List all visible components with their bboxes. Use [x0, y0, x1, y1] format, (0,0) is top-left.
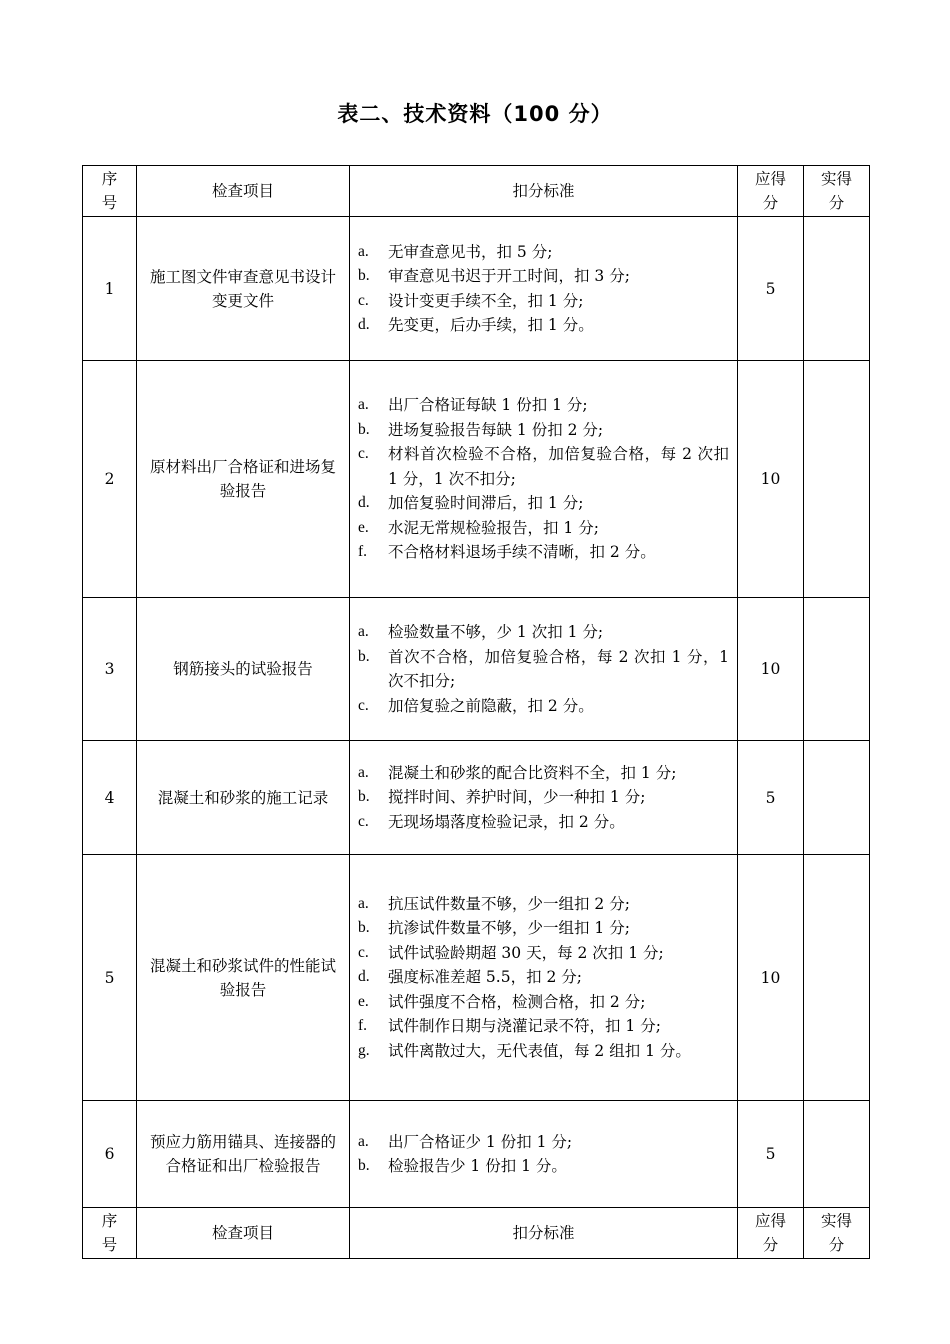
header-item: 检查项目 [137, 166, 350, 217]
row-check-item: 预应力筋用锚具、连接器的合格证和出厂检验报告 [137, 1101, 350, 1208]
criteria-item [358, 442, 729, 491]
header-row [83, 166, 870, 217]
criteria-marker: c. [358, 291, 369, 309]
criteria-text: 试件制作日期与浇灌记录不符，扣 1 分; [388, 1017, 661, 1036]
criteria-list [358, 620, 729, 718]
criteria-item [358, 941, 729, 966]
footer-seq: 序号 [83, 1208, 137, 1259]
criteria-item [358, 264, 729, 289]
criteria-marker: e. [358, 518, 369, 536]
footer-due-score: 应得分 [738, 1208, 804, 1259]
row-criteria [350, 855, 738, 1101]
criteria-text: 检验数量不够，少 1 次扣 1 分; [388, 623, 604, 641]
criteria-list [358, 393, 729, 565]
row-seq: 1 [83, 217, 137, 361]
table-row [83, 217, 870, 361]
criteria-marker: b. [358, 647, 370, 665]
row-criteria [350, 741, 738, 855]
row-check-item: 钢筋接头的试验报告 [137, 598, 350, 741]
criteria-list [358, 1130, 729, 1179]
criteria-marker: c. [358, 943, 369, 961]
criteria-text: 检验报告少 1 份扣 1 分。 [388, 1157, 567, 1175]
criteria-text: 搅拌时间、养护时间，少一种扣 1 分; [388, 788, 646, 807]
row-check-item: 原材料出厂合格证和进场复验报告 [137, 361, 350, 598]
row-seq: 2 [83, 361, 137, 598]
criteria-list [358, 761, 729, 835]
row-actual-score[interactable] [804, 741, 870, 855]
header-criteria: 扣分标准 [350, 166, 738, 217]
criteria-text: 出厂合格证少 1 份扣 1 分; [388, 1132, 573, 1151]
row-criteria [350, 1101, 738, 1208]
criteria-item [358, 892, 729, 917]
criteria-text: 无现场塌落度检验记录，扣 2 分。 [388, 812, 625, 831]
footer-header-row [83, 1208, 870, 1259]
criteria-item [358, 540, 729, 565]
row-due-score: 5 [738, 741, 804, 855]
criteria-list [358, 240, 729, 338]
criteria-item [358, 694, 729, 719]
criteria-item [358, 240, 729, 265]
row-seq: 6 [83, 1101, 137, 1208]
criteria-item [358, 418, 729, 443]
criteria-marker: c. [358, 812, 369, 830]
criteria-text: 强度标准差超 5.5，扣 2 分; [388, 968, 583, 987]
criteria-item [358, 491, 729, 516]
row-due-score: 10 [738, 855, 804, 1101]
criteria-text: 混凝土和砂浆的配合比资料不全，扣 1 分; [388, 763, 677, 782]
criteria-text: 出厂合格证每缺 1 份扣 1 分; [388, 396, 588, 415]
criteria-item [358, 761, 729, 786]
criteria-marker: d. [358, 316, 370, 333]
table-row [83, 361, 870, 598]
criteria-marker: d. [358, 494, 370, 512]
criteria-marker: a. [358, 894, 369, 912]
row-criteria [350, 217, 738, 361]
criteria-text: 进场复验报告每缺 1 份扣 2 分; [388, 420, 604, 439]
criteria-item [358, 1130, 729, 1155]
criteria-marker: a. [358, 242, 369, 260]
criteria-item [358, 620, 729, 645]
criteria-marker: a. [358, 1132, 369, 1150]
criteria-marker: a. [358, 623, 369, 640]
footer-actual-score: 实得分 [804, 1208, 870, 1259]
criteria-text: 材料首次检验不合格，加倍复验合格，每 2 次扣 1 分，1 次不扣分; [388, 445, 729, 488]
criteria-marker: c. [358, 445, 369, 463]
row-actual-score[interactable] [804, 855, 870, 1101]
criteria-marker: f. [358, 543, 368, 561]
row-check-item: 施工图文件审查意见书设计变更文件 [137, 217, 350, 361]
criteria-text: 抗渗试件数量不够，少一组扣 1 分; [388, 919, 630, 938]
footer-criteria: 扣分标准 [350, 1208, 738, 1259]
criteria-text: 无审查意见书，扣 5 分; [388, 242, 553, 261]
criteria-marker: d. [358, 968, 370, 986]
criteria-text: 试件强度不合格，检测合格，扣 2 分; [388, 992, 646, 1011]
criteria-text: 先变更，后办手续，扣 1 分。 [388, 316, 594, 334]
criteria-item [358, 1039, 729, 1064]
criteria-list [358, 892, 729, 1064]
row-due-score: 5 [738, 1101, 804, 1208]
inspection-table [82, 165, 870, 1259]
header-seq: 序号 [83, 166, 137, 217]
row-check-item: 混凝土和砂浆试件的性能试验报告 [137, 855, 350, 1101]
criteria-text: 试件试验龄期超 30 天，每 2 次扣 1 分; [388, 943, 664, 962]
criteria-marker: f. [358, 1017, 368, 1035]
criteria-item [358, 313, 729, 338]
table-row [83, 741, 870, 855]
footer-item: 检查项目 [137, 1208, 350, 1259]
header-due-score: 应得分 [738, 166, 804, 217]
row-due-score: 10 [738, 361, 804, 598]
criteria-item [358, 1014, 729, 1039]
row-due-score: 5 [738, 217, 804, 361]
page-title: 表二、技术资料（100 分） [337, 102, 613, 126]
criteria-marker: g. [358, 1041, 370, 1059]
row-check-item: 混凝土和砂浆的施工记录 [137, 741, 350, 855]
criteria-text: 水泥无常规检验报告，扣 1 分; [388, 518, 599, 537]
criteria-marker: b. [358, 1157, 370, 1174]
header-actual-score: 实得分 [804, 166, 870, 217]
row-criteria [350, 598, 738, 741]
criteria-marker: b. [358, 788, 370, 806]
criteria-text: 首次不合格，加倍复验合格，每 2 次扣 1 分，1 次不扣分; [388, 647, 729, 690]
criteria-marker: e. [358, 992, 369, 1010]
criteria-marker: a. [358, 763, 369, 781]
criteria-item [358, 393, 729, 418]
criteria-marker: b. [358, 420, 370, 438]
criteria-item [358, 645, 729, 694]
row-due-score: 10 [738, 598, 804, 741]
row-actual-score[interactable] [804, 361, 870, 598]
criteria-marker: a. [358, 396, 369, 414]
row-seq: 3 [83, 598, 137, 741]
criteria-text: 不合格材料退场手续不清晰，扣 2 分。 [388, 543, 656, 562]
row-seq: 5 [83, 855, 137, 1101]
criteria-text: 加倍复验时间滞后，扣 1 分; [388, 494, 584, 513]
criteria-marker: c. [358, 696, 369, 714]
criteria-text: 加倍复验之前隐蔽，扣 2 分。 [388, 696, 594, 715]
criteria-text: 试件离散过大，无代表值，每 2 组扣 1 分。 [388, 1041, 691, 1060]
criteria-item [358, 1154, 729, 1179]
criteria-marker: b. [358, 267, 370, 284]
criteria-item [358, 916, 729, 941]
row-actual-score[interactable] [804, 598, 870, 741]
table-row [83, 855, 870, 1101]
criteria-item [358, 810, 729, 835]
row-actual-score[interactable] [804, 217, 870, 361]
table-row [83, 598, 870, 741]
row-criteria [350, 361, 738, 598]
criteria-item [358, 965, 729, 990]
criteria-item [358, 289, 729, 314]
criteria-marker: b. [358, 919, 370, 937]
criteria-item [358, 990, 729, 1015]
criteria-item [358, 516, 729, 541]
criteria-text: 审查意见书迟于开工时间，扣 3 分; [388, 267, 630, 285]
row-seq: 4 [83, 741, 137, 855]
criteria-item [358, 785, 729, 810]
criteria-text: 设计变更手续不全，扣 1 分; [388, 291, 584, 310]
table-row [83, 1101, 870, 1208]
row-actual-score[interactable] [804, 1101, 870, 1208]
criteria-text: 抗压试件数量不够，少一组扣 2 分; [388, 894, 630, 913]
